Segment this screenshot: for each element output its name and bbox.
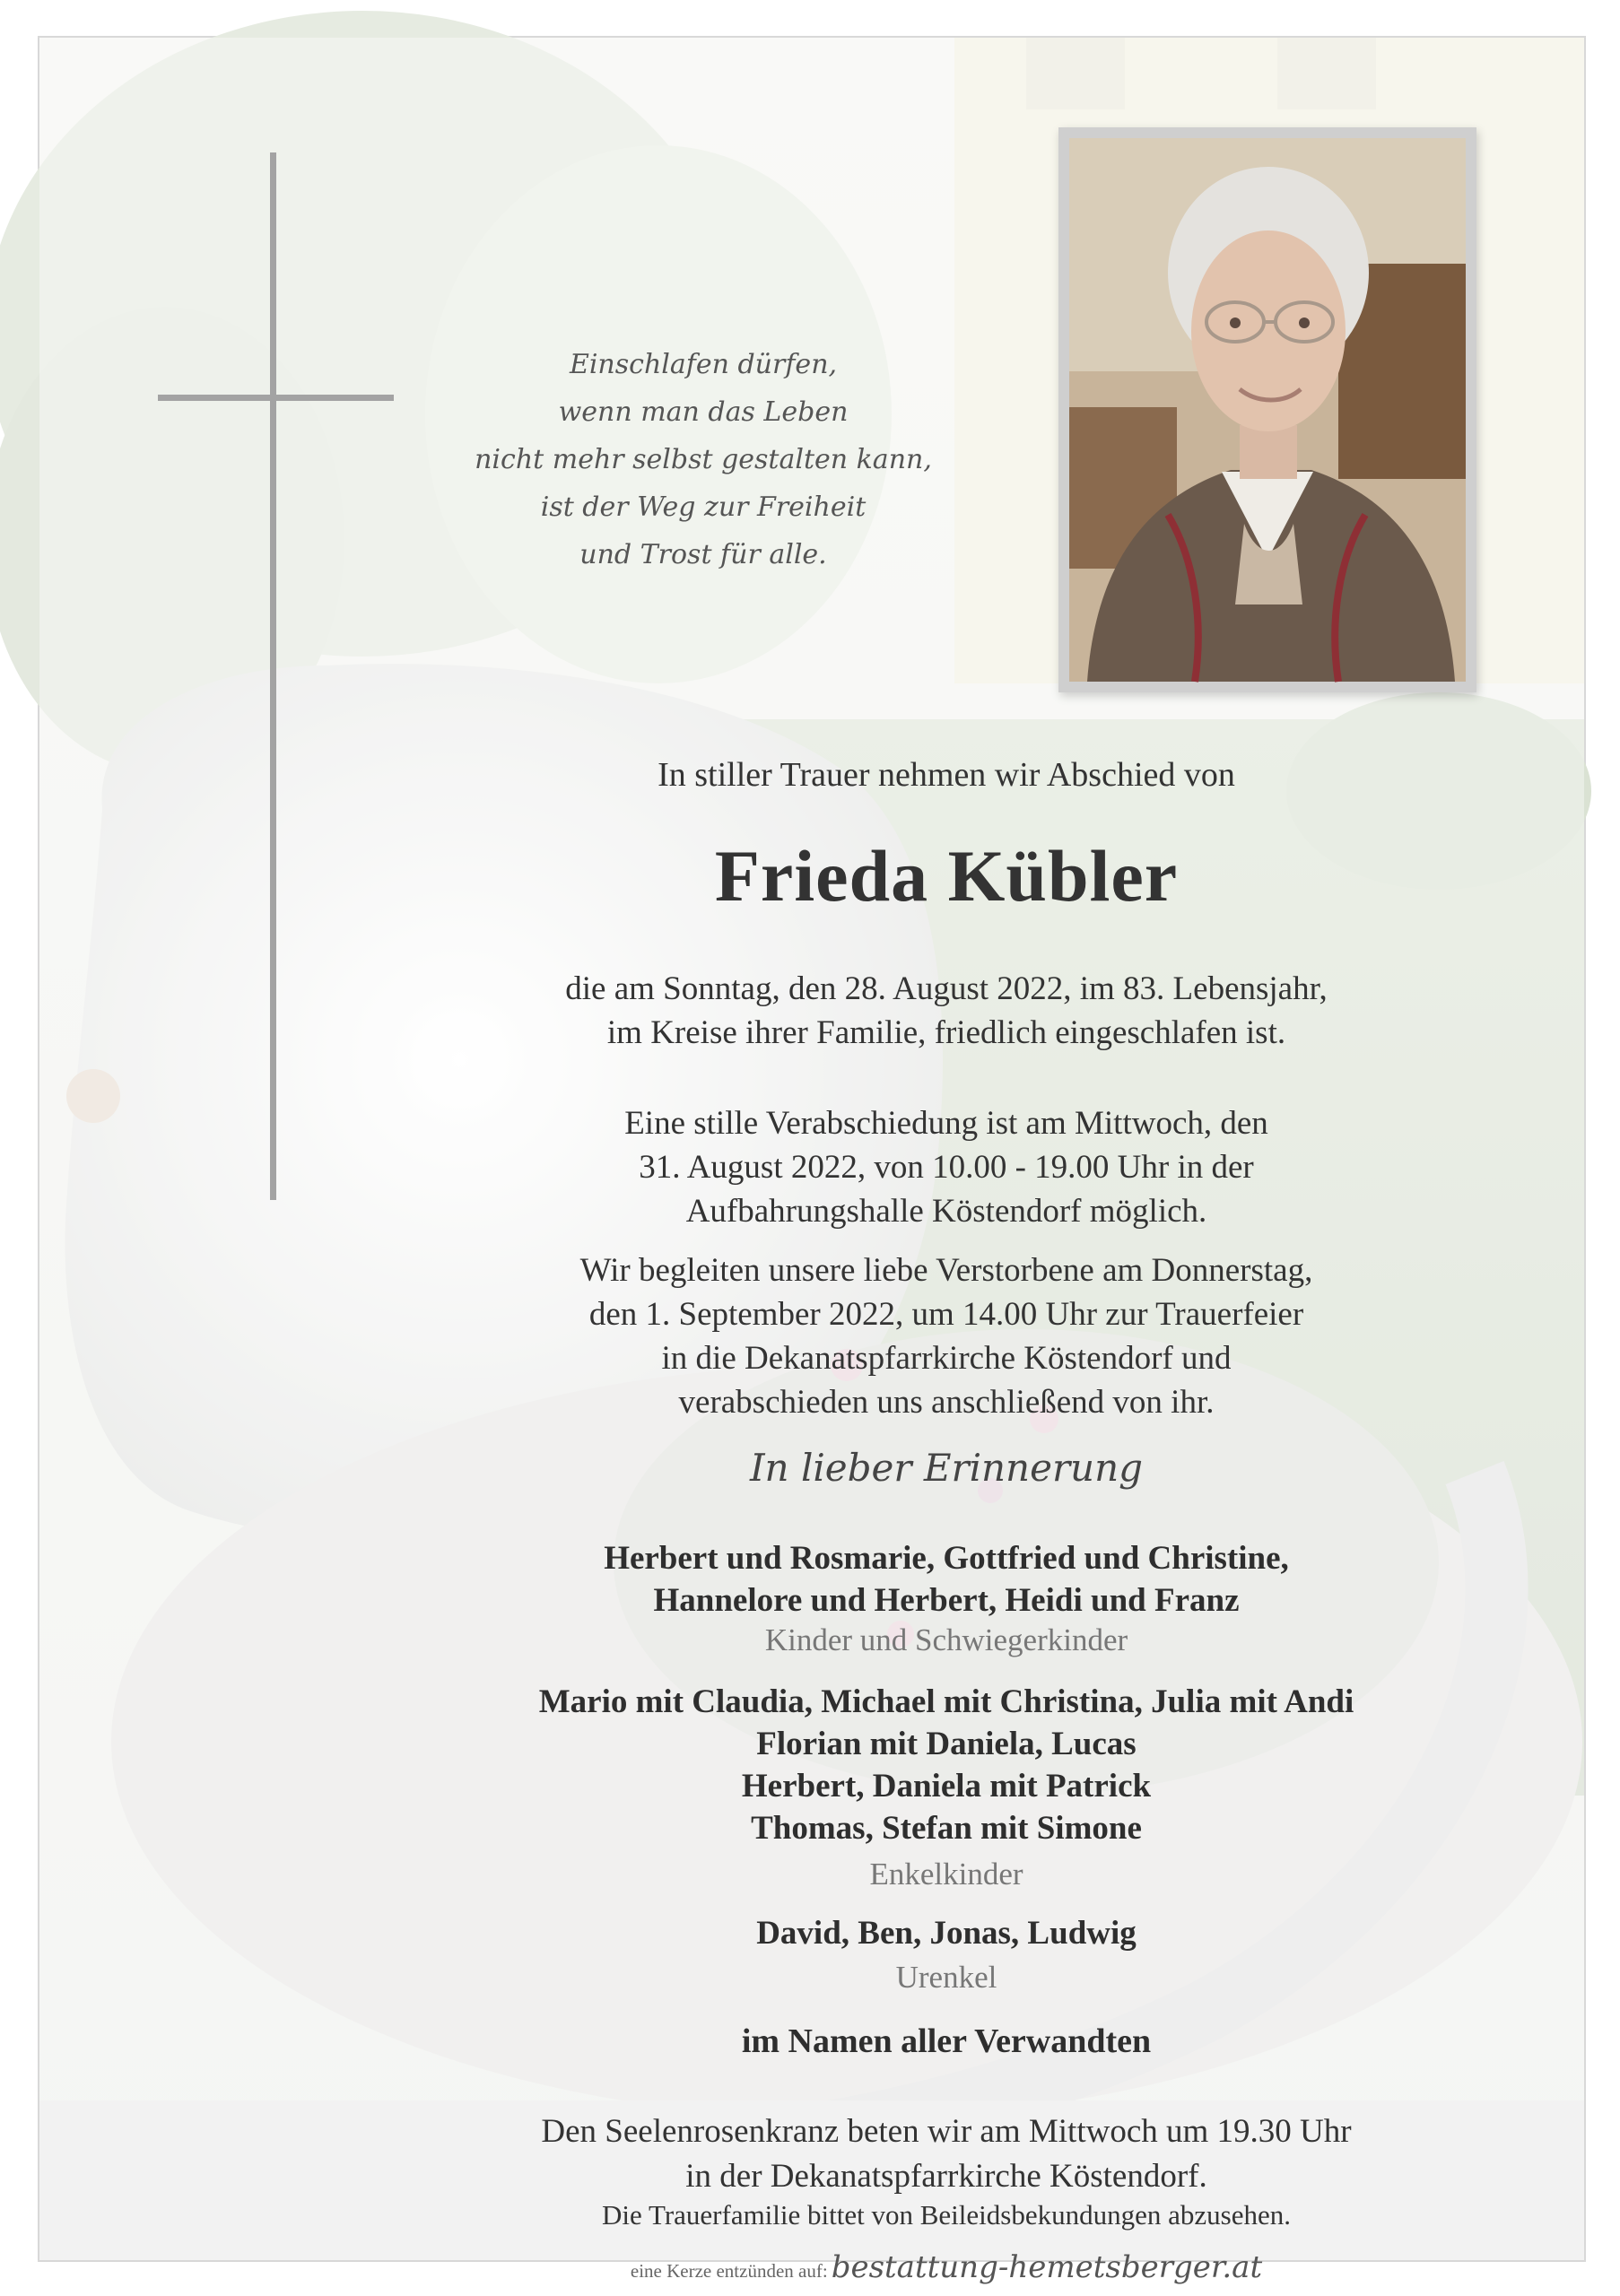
mourner-names-line: Thomas, Stefan mit Simone xyxy=(751,1810,1142,1847)
funeral-line: Wir begleiten unsere liebe Verstorbene am Donnerstag, xyxy=(579,1252,1313,1289)
funeral-line: den 1. September 2022, um 14.00 Uhr zur Trauerfeier xyxy=(588,1296,1304,1333)
mourner-names-line: David, Ben, Jonas, Ludwig xyxy=(756,1915,1137,1952)
intro-line: In stiller Trauer nehmen wir Abschied von xyxy=(658,756,1235,794)
deceased-name: Frieda Kübler xyxy=(714,835,1179,917)
mourners-children xyxy=(398,1537,1494,1622)
farewell-line: Eine stille Verabschiedung ist am Mittwoch, den xyxy=(624,1105,1268,1142)
condolence-note: Die Trauerfamilie bittet von Beileidsbekundungen abzusehen. xyxy=(602,2199,1291,2231)
death-notice-line: die am Sonntag, den 28. August 2022, im 83. Lebensjahr, xyxy=(565,970,1328,1007)
funeral-line: verabschieden uns anschließend von ihr. xyxy=(678,1384,1215,1421)
farewell-line: Aufbahrungshalle Köstendorf möglich. xyxy=(685,1193,1207,1230)
cross-horizontal-bar xyxy=(158,395,394,401)
mourner-names-line: Mario mit Claudia, Michael mit Christina, Julia mit Andi xyxy=(538,1683,1354,1720)
quote-line: nicht mehr selbst gestalten kann, xyxy=(475,444,932,475)
mourners-grandchildren xyxy=(398,1681,1494,1849)
rosary-line: in der Dekanatspfarrkirche Köstendorf. xyxy=(685,2158,1207,2195)
death-notice-line: im Kreise ihrer Familie, friedlich eingeschlafen ist. xyxy=(606,1014,1286,1051)
mourner-names-line: Hannelore und Herbert, Heidi und Franz xyxy=(653,1582,1240,1619)
memory-heading: In lieber Erinnerung xyxy=(749,1446,1144,1490)
obituary-card xyxy=(38,36,1586,2285)
death-notice xyxy=(398,967,1494,1055)
footer xyxy=(398,2249,1494,2285)
relation-label-great-grandchildren: Urenkel xyxy=(895,1960,997,1995)
funeral-notice xyxy=(398,1248,1494,1424)
farewell-notice xyxy=(398,1101,1494,1233)
portrait-photo xyxy=(1069,138,1466,682)
quote-block xyxy=(470,341,936,578)
mourner-names-line: Florian mit Daniela, Lucas xyxy=(756,1726,1137,1762)
relation-label-grandchildren: Enkelkinder xyxy=(869,1857,1023,1892)
funeral-line: in die Dekanatspfarrkirche Köstendorf und xyxy=(661,1340,1232,1377)
farewell-line: 31. August 2022, von 10.00 - 19.00 Uhr in der xyxy=(639,1149,1254,1186)
rosary-notice xyxy=(398,2109,1494,2199)
relation-label-children: Kinder und Schwiegerkinder xyxy=(764,1622,1128,1657)
quote-line: ist der Weg zur Freiheit xyxy=(540,491,867,523)
portrait-frame xyxy=(1058,127,1476,692)
candle-label: eine Kerze entzünden auf: xyxy=(630,2260,828,2282)
relatives-line: im Namen aller Verwandten xyxy=(741,2022,1152,2060)
quote-line: wenn man das Leben xyxy=(558,396,849,428)
rosary-line: Den Seelenrosenkranz beten wir am Mittwoch um 19.30 Uhr xyxy=(541,2113,1352,2150)
quote-line: Einschlafen dürfen, xyxy=(569,349,838,380)
quote-line: und Trost für alle. xyxy=(579,539,827,570)
mourner-names-line: Herbert, Daniela mit Patrick xyxy=(741,1768,1152,1805)
mourners-great-grandchildren xyxy=(398,1912,1494,1954)
mourner-names-line: Herbert und Rosmarie, Gottfried und Christine, xyxy=(604,1540,1289,1577)
cross-vertical-bar xyxy=(270,152,276,1200)
funeral-home-link[interactable]: bestattung-hemetsberger.at xyxy=(831,2249,1263,2285)
